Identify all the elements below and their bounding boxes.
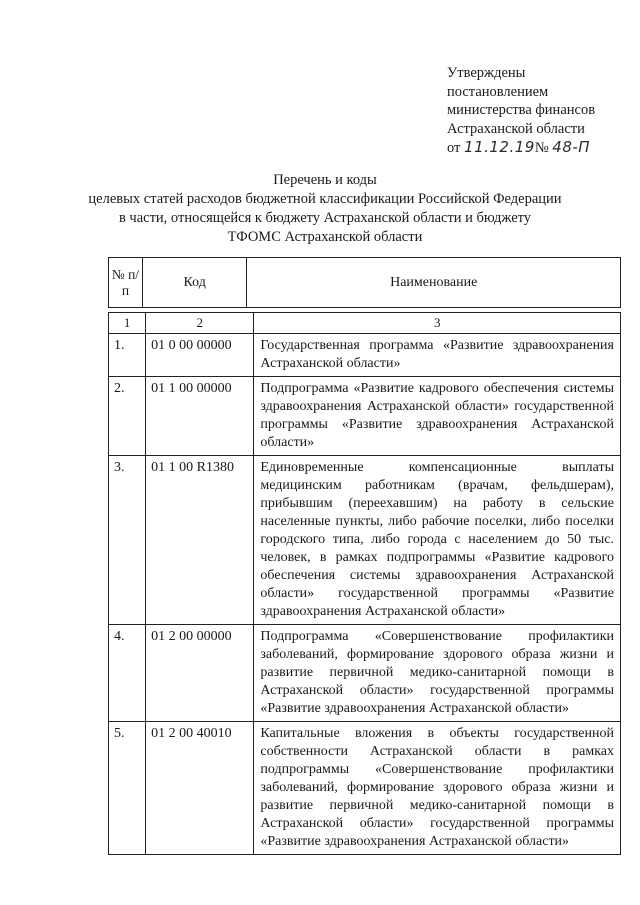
- row-number: 2.: [109, 377, 146, 456]
- title-line-1: Перечень и коды: [273, 172, 377, 188]
- title-line-2: целевых статей расходов бюджетной классификации Российской Федерации: [88, 191, 562, 207]
- table-row: [109, 722, 621, 855]
- table-row: [109, 456, 621, 625]
- title-line-4: ТФОМС Астраханской области: [227, 229, 423, 245]
- title-line-3: в части, относящейся к бюджету Астраханской области и бюджету: [118, 210, 532, 226]
- approval-date-line: [447, 138, 632, 158]
- column-number-3: 3: [254, 313, 621, 334]
- header-code: Код: [142, 258, 247, 308]
- column-number-2: 2: [146, 313, 254, 334]
- approval-date-handwritten: 11.12.19: [464, 138, 535, 156]
- codes-table: [108, 312, 621, 855]
- document-title: [80, 171, 570, 247]
- row-name: Капитальные вложения в объекты государственной собственности Астраханской области в рамках подпрограммы «Совершенствование профилактики заболеваний, формирование здорового образа жизни и развитие первичной медико-санитарной помощи в Астраханской области» государственной программы «Развитие здравоохранения Астраханской области»: [254, 722, 621, 855]
- row-number: 4.: [109, 625, 146, 722]
- approval-date-prefix: от: [447, 140, 461, 156]
- row-number: 1.: [109, 334, 146, 377]
- approval-line-approved: Утверждены: [447, 65, 526, 81]
- row-number: 5.: [109, 722, 146, 855]
- approval-line-resolution: постановлением: [447, 83, 549, 100]
- row-number: 3.: [109, 456, 146, 625]
- header-number: № п/п: [109, 258, 143, 308]
- approval-block: [447, 64, 632, 158]
- approval-number-handwritten: 48-П: [552, 138, 591, 156]
- column-number-row: [109, 313, 621, 334]
- approval-number-prefix: №: [534, 140, 549, 156]
- table-row: [109, 625, 621, 722]
- approval-line-region: Астраханской области: [447, 120, 585, 137]
- header-name: Наименование: [247, 258, 621, 308]
- row-name: Подпрограмма «Развитие кадрового обеспечения системы здравоохранения Астраханской области» государственной программы «Развитие здравоохранения Астраханской области»: [254, 377, 621, 456]
- row-code: 01 2 00 40010: [146, 722, 254, 855]
- row-code: 01 1 00 R1380: [146, 456, 254, 625]
- row-name: Единовременные компенсационные выплаты медицинским работникам (врачам, фельдшерам), прибывшим (переехавшим) на работу в сельские населенные пункты, либо рабочие поселки, либо поселки городского типа, либо города с населением до 50 тыс. человек, в рамках подпрограммы «Развитие кадрового обеспечения системы здравоохранения Астраханской области» государственной программы «Развитие здравоохранения Астраханской области»: [254, 456, 621, 625]
- row-code: 01 2 00 00000: [146, 625, 254, 722]
- table-row: [109, 377, 621, 456]
- column-number-1: 1: [109, 313, 146, 334]
- row-name: Подпрограмма «Совершенствование профилактики заболеваний, формирование здорового образа жизни и развитие первичной медико-санитарной помощи в Астраханской области» государственной программы «Развитие здравоохранения Астраханской области»: [254, 625, 621, 722]
- row-name: Государственная программа «Развитие здравоохранения Астраханской области»: [254, 334, 621, 377]
- row-code: 01 0 00 00000: [146, 334, 254, 377]
- approval-line-ministry: министерства финансов: [447, 102, 596, 118]
- row-code: 01 1 00 00000: [146, 377, 254, 456]
- table-row: [109, 334, 621, 377]
- table-header: [108, 257, 621, 308]
